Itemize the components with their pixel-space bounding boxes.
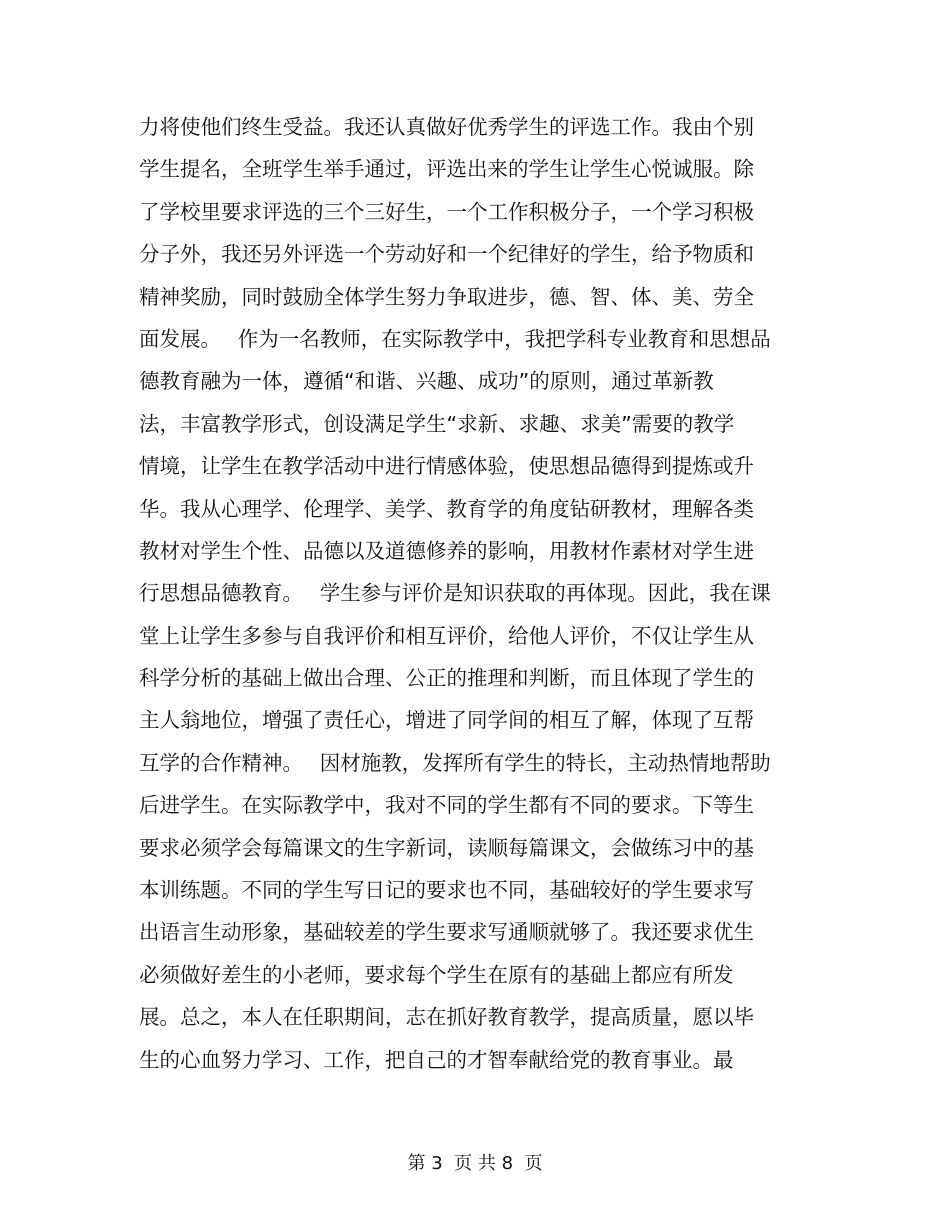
text-line: 后进学生。在实际教学中，我对不同的学生都有不同的要求。下等生: [139, 793, 754, 818]
text-line: 德教育融为一体，遵循“和谐、兴趣、成功”的原则，通过革新教: [139, 369, 714, 394]
text-line: 法，丰富教学形式，创设满足学生“求新、求趣、求美”需要的教学: [139, 411, 735, 436]
text-line: 情境，让学生在教学活动中进行情感体验，使思想品德得到提炼或升: [139, 454, 754, 479]
text-line: 科学分析的基础上做出合理、公正的推理和判断，而且体现了学生的: [139, 666, 754, 691]
text-line: 要求必须学会每篇课文的生字新词，读顺每篇课文，会做练习中的基: [139, 835, 754, 860]
page-number-footer: 第 3 页 共 8 页: [407, 1153, 543, 1174]
body-text: [139, 106, 779, 1081]
text-line: 互学的合作精神。 因材施教，发挥所有学生的特长，主动热情地帮助: [139, 750, 771, 775]
text-line: 面发展。 作为一名教师，在实际教学中，我把学科专业教育和思想品: [139, 326, 771, 351]
text-line: 华。我从心理学、伦理学、美学、教育学的角度钻研教材，理解各类: [139, 496, 754, 521]
text-line: 生的心血努力学习、工作，把自己的才智奉献给党的教育事业。最: [139, 1047, 734, 1072]
text-line: 分子外，我还另外评选一个劳动好和一个纪律好的学生，给予物质和: [139, 242, 754, 267]
text-line: 必须做好差生的小老师，要求每个学生在原有的基础上都应有所发: [139, 962, 734, 987]
text-line: 精神奖励，同时鼓励全体学生努力争取进步，德、智、体、美、劳全: [139, 284, 754, 309]
text-line: 出语言生动形象，基础较差的学生要求写通顺就够了。我还要求优生: [139, 920, 754, 945]
text-line: 学生提名，全班学生举手通过，评选出来的学生让学生心悦诚服。除: [139, 157, 754, 182]
text-line: 堂上让学生多参与自我评价和相互评价，给他人评价，不仅让学生从: [139, 623, 754, 648]
text-line: 本训练题。不同的学生写日记的要求也不同，基础较好的学生要求写: [139, 878, 754, 903]
text-line: 展。总之，本人在任职期间，志在抓好教育教学，提高质量，愿以毕: [139, 1005, 754, 1030]
text-line: 主人翁地位，增强了责任心，增进了同学间的相互了解，体现了互帮: [139, 708, 754, 733]
text-line: 教材对学生个性、品德以及道德修养的影响，用教材作素材对学生进: [139, 538, 754, 563]
text-line: 了学校里要求评选的三个三好生，一个工作积极分子，一个学习积极: [139, 199, 754, 224]
text-line: 力将使他们终生受益。我还认真做好优秀学生的评选工作。我由个别: [139, 115, 754, 139]
text-line: 行思想品德教育。 学生参与评价是知识获取的再体现。因此，我在课: [139, 581, 771, 606]
